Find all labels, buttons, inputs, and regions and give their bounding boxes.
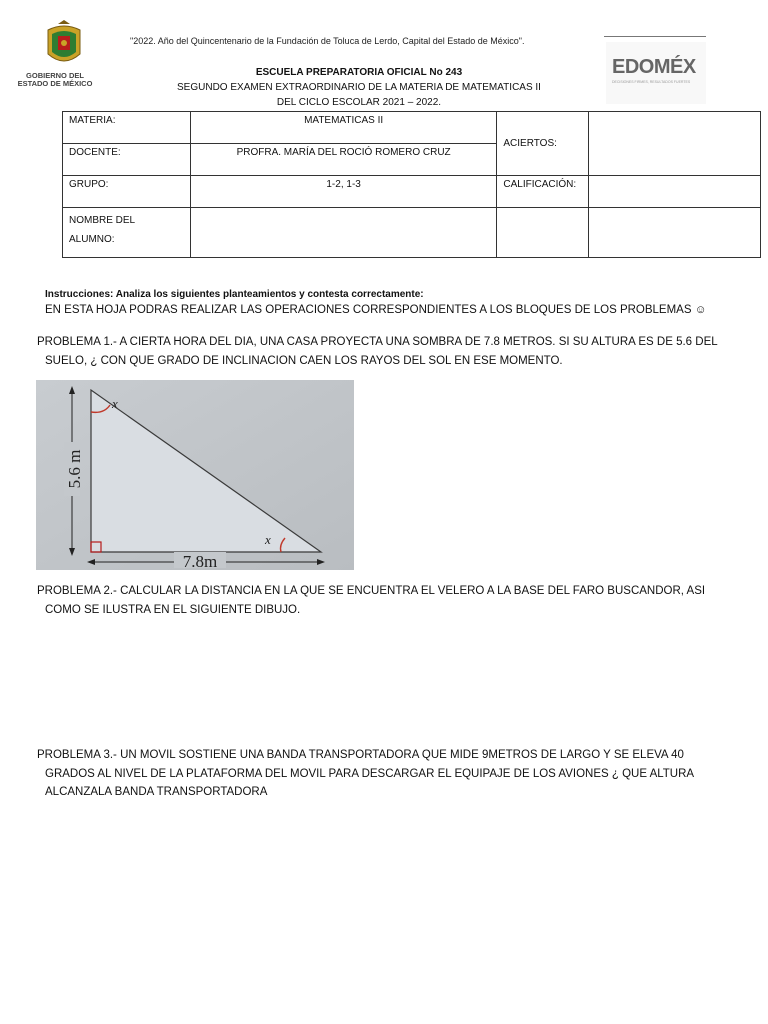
calificacion-label: CALIFICACIÓN: [497,176,589,208]
government-logo-line-1: GOBIERNO DEL [26,71,84,80]
angle-label-top: x [112,396,118,411]
school-name: ESCUELA PREPARATORIA OFICIAL No 243 [255,67,463,78]
problem-1-line-2: SUELO, ¿ CON QUE GRADO DE INCLINACION CAEN LOS RAYOS DEL SOL EN ESE MOMENTO. [45,354,563,367]
table-row [63,112,761,144]
instructions-text: Instrucciones: Analiza los siguientes planteamientos y contesta correctamente: [45,289,424,300]
government-logo-line-2: ESTADO DE MÉXICO [17,79,93,88]
triangle-figure [36,380,354,570]
student-info-table [62,111,761,258]
school-cycle: DEL CICLO ESCOLAR 2021 – 2022. [276,97,442,108]
edomex-logo-tagline: DECISIONES FIRMES, RESULTADOS FUERTES [612,80,691,84]
empty-cell [589,208,761,258]
problem-1-line-1: PROBLEMA 1.- A CIERTA HORA DEL DIA, UNA CASA PROYECTA UNA SOMBRA DE 7.8 METROS. SI SU ALTURA ES DE 5.6 DEL [37,336,718,348]
worksheet-note: EN ESTA HOJA PODRAS REALIZAR LAS OPERACIONES CORRESPONDIENTES A LOS BLOQUES DE LOS PROBLEMAS ☺ [45,304,707,316]
problem-3-line-3: ALCANZALA BANDA TRANSPORTADORA [45,786,268,798]
grupo-label: GRUPO: [63,176,191,208]
problem-1 [37,333,737,370]
materia-label: MATERIA: [63,112,191,144]
exam-title: SEGUNDO EXAMEN EXTRAORDINARIO DE LA MATERIA DE MATEMATICAS II [177,82,541,93]
problem-2-line-2: COMO SE ILUSTRA EN EL SIGUIENTE DIBUJO. [45,603,301,616]
height-label: 5.6 m [65,449,84,489]
problem-2 [37,582,737,619]
table-row [63,208,761,258]
aciertos-field[interactable] [589,112,761,176]
nombre-label-line-2: ALUMNO: [69,234,115,245]
nombre-label [63,208,191,258]
triangle-diagram [36,380,354,570]
grupo-value: 1-2, 1-3 [190,176,497,208]
empty-cell [497,208,589,258]
materia-value: MATEMATICAS II [190,112,497,144]
problem-3 [37,746,737,802]
base-label: 7.8m [182,552,218,570]
problem-2-line-1: PROBLEMA 2.- CALCULAR LA DISTANCIA EN LA QUE SE ENCUENTRA EL VELERO A LA BASE DEL FARO BUSCANDOR, ASI [37,585,706,597]
edomex-logo: EDOMÉX [612,56,696,78]
problem-3-line-2: GRADOS AL NIVEL DE LA PLATAFORMA DEL MOVIL PARA DESCARGAR EL EQUIPAJE DE LOS AVIONES ¿ QUE ALTURA [45,767,695,780]
nombre-field[interactable] [190,208,497,258]
calificacion-field[interactable] [589,176,761,208]
table-row [63,176,761,208]
year-motto: "2022. Año del Quincentenario de la Fundación de Toluca de Lerdo, Capital del Estado de México". [130,36,525,46]
problem-3-line-1: PROBLEMA 3.- UN MOVIL SOSTIENE UNA BANDA TRANSPORTADORA QUE MIDE 9METROS DE LARGO Y SE ELEVA 40 [37,749,684,761]
angle-label-bottom: x [265,532,271,547]
logo-divider [604,36,706,37]
aciertos-label: ACIERTOS: [497,112,589,176]
docente-value: PROFRA. MARÍA DEL ROCIÓ ROMERO CRUZ [190,144,497,176]
nombre-label-line-1: NOMBRE DEL [69,215,136,226]
docente-label: DOCENTE: [63,144,191,176]
